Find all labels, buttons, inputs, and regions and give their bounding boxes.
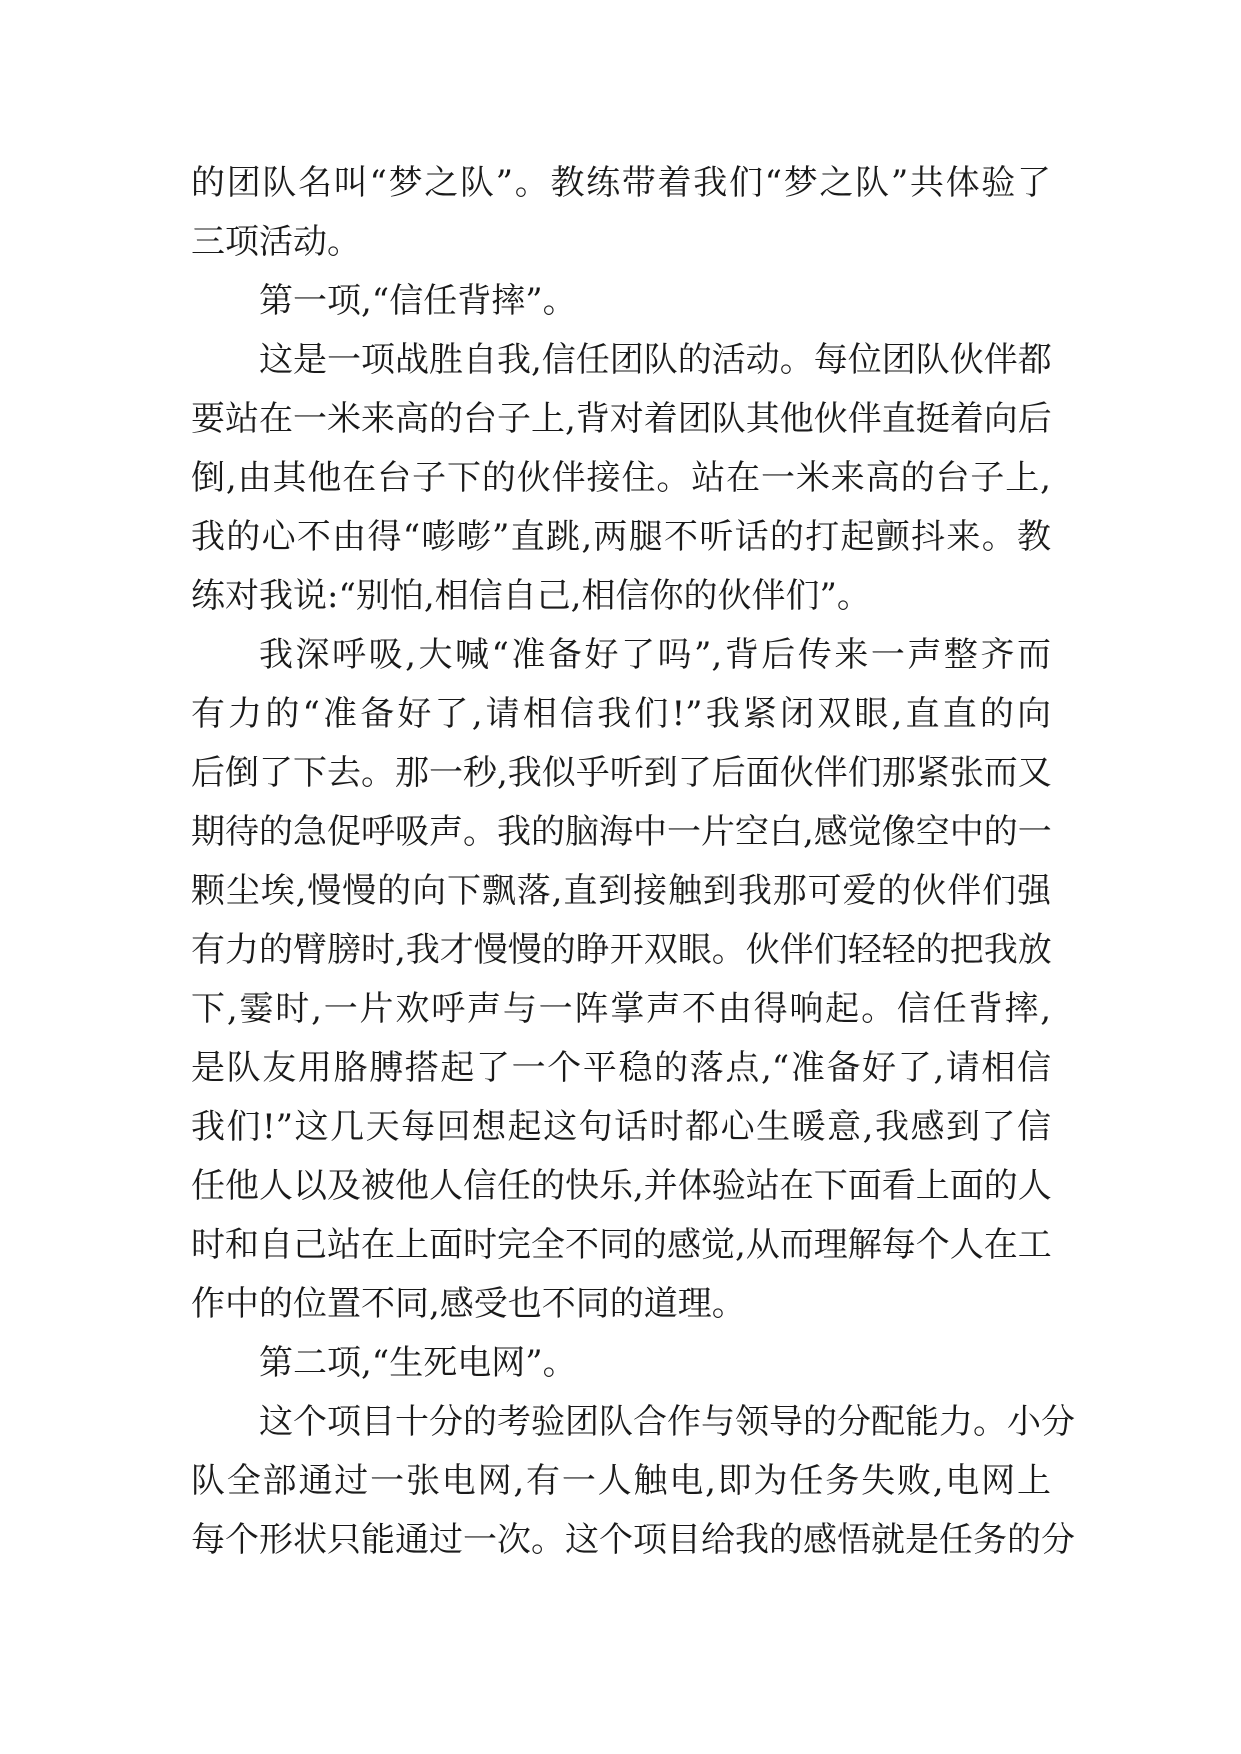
text-line: 我的心不由得“嘭嘭”直跳,两腿不听话的打起颤抖来。教 xyxy=(191,517,1051,557)
text-line: 这是一项战胜自我,信任团队的活动。每位团队伙伴都 xyxy=(259,340,1052,380)
text-line: 任他人以及被他人信任的快乐,并体验站在下面看上面的人 xyxy=(191,1166,1052,1206)
paragraph-electric-net xyxy=(191,1393,1075,1570)
body-text xyxy=(191,154,1075,1570)
text-line: 期待的急促呼吸声。我的脑海中一片空白,感觉像空中的一 xyxy=(191,812,1052,852)
paragraph-trust-fall-intro xyxy=(191,331,1051,626)
text-line: 颗尘埃,慢慢的向下飘落,直到接触到我那可爱的伙伴们强 xyxy=(191,871,1051,911)
text-line: 是队友用胳膊搭起了一个平稳的落点,“准备好了,请相信 xyxy=(191,1048,1051,1088)
text-line: 有力的“准备好了,请相信我们!”我紧闭双眼,直直的向 xyxy=(191,694,1051,734)
text-line: 时和自己站在上面时完全不同的感觉,从而理解每个人在工 xyxy=(191,1225,1052,1265)
text-line: 后倒了下去。那一秒,我似乎听到了后面伙伴们那紧张而又 xyxy=(191,753,1052,793)
text-line: 三项活动。 xyxy=(191,222,361,262)
paragraph-trust-fall-experience xyxy=(191,626,1051,1334)
text-line: 我们!”这几天每回想起这句话时都心生暖意,我感到了信 xyxy=(191,1107,1051,1147)
text-line: 队全部通过一张电网,有一人触电,即为任务失败,电网上 xyxy=(191,1461,1051,1501)
text-line: 这个项目十分的考验团队合作与领导的分配能力。小分 xyxy=(259,1402,1075,1442)
section-heading-trust-fall: 第一项,“信任背摔”。 xyxy=(259,281,577,321)
text-line: 作中的位置不同,感受也不同的道理。 xyxy=(191,1284,746,1324)
text-line: 有力的臂膀时,我才慢慢的睁开双眼。伙伴们轻轻的把我放 xyxy=(191,930,1052,970)
section-heading-electric-net: 第二项,“生死电网”。 xyxy=(259,1343,577,1383)
text-line: 的团队名叫“梦之队”。教练带着我们“梦之队”共体验了 xyxy=(191,163,1051,203)
text-line: 下,霎时,一片欢呼声与一阵掌声不由得响起。信任背摔, xyxy=(191,989,1051,1029)
text-line: 要站在一米来高的台子上,背对着团队其他伙伴直挺着向后 xyxy=(191,399,1052,439)
paragraph-team-name xyxy=(191,154,1051,272)
text-line: 每个形状只能通过一次。这个项目给我的感悟就是任务的分 xyxy=(191,1520,1075,1560)
text-line: 倒,由其他在台子下的伙伴接住。站在一米来高的台子上, xyxy=(191,458,1051,498)
text-line: 我深呼吸,大喊“准备好了吗”,背后传来一声整齐而 xyxy=(259,635,1051,675)
text-line: 练对我说:“别怕,相信自己,相信你的伙伴们”。 xyxy=(191,576,871,616)
